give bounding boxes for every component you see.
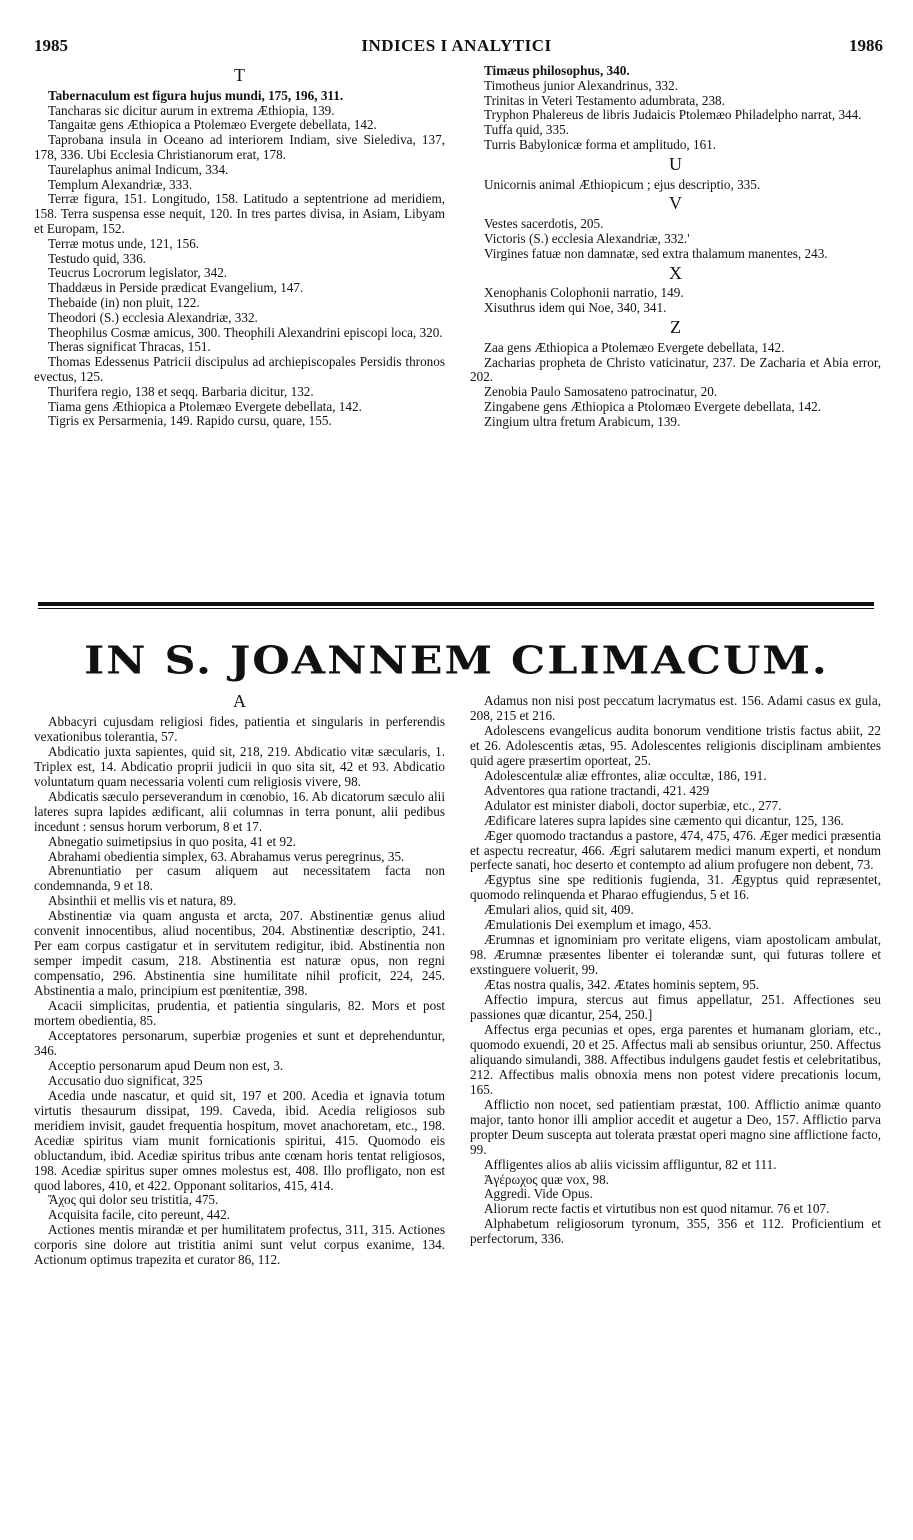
entry-list bbox=[34, 715, 445, 1268]
index-entry: Xenophanis Colophonii narratio, 149. bbox=[484, 285, 684, 301]
index-entry: Theophilus Cosmæ amicus, 300. Theophili Alexandrini episcopi loca, 320. bbox=[48, 324, 443, 340]
index-entry: Affectus erga pecunias et opes, erga parentes et humanam gloriam, etc., quomodo exuendi, 20 et 25. Affectus mali ab sensibus oriuntur, 250. Affectus aliquando simulandi, 388. Affectibus indulgens gaudet festis et celebritatibus, 212. Affectibus malis obnoxia mens non potest videre precationis locum, 165. bbox=[470, 1021, 881, 1097]
index-entry: Thebaide (in) non pluit, 122. bbox=[48, 294, 200, 310]
index-entry: Tryphon Phalereus de libris Judaicis Ptolemæo Philadelpho narrat, 344. bbox=[484, 107, 862, 123]
index-entry: Affligentes alios ab aliis vicissim affliguntur, 82 et 111. bbox=[484, 1156, 777, 1172]
index-entry: Zaa gens Æthiopica a Ptolemæo Evergete debellata, 142. bbox=[484, 339, 785, 355]
index-entry: Trinitas in Veteri Testamento adumbrata, 238. bbox=[484, 92, 725, 108]
index-entry: Acacii simplicitas, prudentia, et patientia singularis, 82. Mors et post mortem obedientia, 85. bbox=[34, 998, 445, 1029]
index-entry: Ætas nostra qualis, 342. Ætates hominis septem, 95. bbox=[484, 977, 760, 993]
index-entry: Xisuthrus idem qui Noe, 340, 341. bbox=[484, 300, 667, 316]
index-entry: Teucrus Locrorum legislator, 342. bbox=[48, 265, 228, 281]
index-entry: Ἄχος qui dolor seu tristitia, 475. bbox=[48, 1192, 219, 1208]
index-entry: Æmulari alios, quid sit, 409. bbox=[484, 902, 634, 918]
entry-list bbox=[470, 178, 881, 193]
index-entry: Actiones mentis mirandæ et per humilitatem profectus, 311, 315. Actiones corporis sine dolore aut tristitia animi sunt velut corpus exanime, 134. Actionum optimus trapezita et curator 86, 112. bbox=[34, 1222, 445, 1268]
index-entry: Affectio impura, stercus aut fimus appellatur, 251. Affectiones seu passiones quæ dicantur, 254, 250.] bbox=[470, 992, 881, 1023]
index-entry: Virgines fatuæ non damnatæ, sed extra thalamum manentes, 243. bbox=[484, 245, 828, 261]
section-title: IN S. JOANNEM CLIMACUM. bbox=[84, 638, 829, 684]
index-entry: Zingium ultra fretum Arabicum, 139. bbox=[484, 413, 681, 429]
index-entry: Adamus non nisi post peccatum lacrymatus est. 156. Adami casus ex gula, 208, 215 et 216. bbox=[470, 693, 881, 723]
index-entry: Templum Alexandriæ, 333. bbox=[48, 176, 193, 192]
index-entry: Thomas Edessenus Patricii discipulus ad archiepiscopales Persidis thronos evectus, 125. bbox=[34, 354, 445, 384]
index-entry: Zacharias propheta de Christo vaticinatur, 237. De Zacharia et Abia error, 202. bbox=[470, 354, 881, 385]
index-column-bottom-left bbox=[34, 690, 445, 1268]
index-entry: Ἀγέρωχος quæ vox, 98. bbox=[484, 1171, 609, 1187]
index-entry: Accusatio duo significat, 325 bbox=[48, 1072, 203, 1088]
index-entry: Tigris ex Persarmenia, 149. Rapido cursu, quare, 155. bbox=[48, 413, 332, 429]
index-entry: Afflictio non nocet, sed patientiam præstat, 100. Afflictio animæ quanto major, tanto honor illi amplior accedit et augetur a Deo, 157. Afflictio parva propter Deum suscepta aut tolerata præstat operi magno sine afflictione facto, 99. bbox=[470, 1096, 881, 1157]
index-entry: Acceptio personarum apud Deum non est, 3. bbox=[48, 1057, 284, 1073]
index-entry: Timotheus junior Alexandrinus, 332. bbox=[484, 77, 679, 93]
index-entry: Thurifera regio, 138 et seqq. Barbaria dicitur, 132. bbox=[48, 383, 314, 399]
index-entry: Terræ motus unde, 121, 156. bbox=[48, 235, 200, 251]
index-entry: Acquisita facile, cito pereunt, 442. bbox=[48, 1207, 230, 1223]
letter-heading-v: V bbox=[669, 193, 682, 214]
index-entry: Abbacyri cujusdam religiosi fides, patientia et singularis in perferendis vexationibus tolerantia, 57. bbox=[34, 713, 445, 744]
entry-list bbox=[470, 217, 881, 261]
index-entry: Turris Babylonicæ forma et amplitudo, 161. bbox=[484, 136, 717, 152]
index-entry: Abdicatis sæculo perseverandum in cœnobio, 16. Ab dicatorum sæculo alii lateres supra lapides ædificant, alii columnas in terra ponunt, alii pedibus incedunt : sensus horum verborum, 8 et 17. bbox=[34, 788, 445, 834]
page-number-right: 1986 bbox=[849, 36, 883, 55]
page-number-left: 1985 bbox=[34, 36, 68, 55]
index-entry: Taurelaphus animal Indicum, 334. bbox=[48, 161, 229, 177]
entry-list bbox=[470, 286, 881, 316]
index-entry: Acedia unde nascatur, et quid sit, 197 et 200. Acedia et ignavia totum virtutis thesaurum dissipat, 199. Caveda, ibid. Acedia religiosos sub meridiem invisit, gaudet frequentia hospitum, movet anachoretam, etc., 198. Acediæ spiritus viam munit fornicationis spiritui, 415. Quomodo eis obluctandum, ibid. Acediæ spiritus tribus ante cœnam horis tentat religiosos, 198. Acediæ spiritus super omnes molestus est, 408. Illo profligato, non est quod labores, 410, et 422. Opponant solitarios, 415, 414. bbox=[34, 1087, 445, 1193]
index-entry: Adventores qua ratione tractandi, 421. 429 bbox=[484, 782, 710, 798]
index-entry: Ærumnas et ignominiam pro veritate eligens, viam apostolicam ambulat, 98. Ærumnæ præsentes libenter ei tolerandæ sunt, qui futuras tollere et exstinguere voluerit, 99. bbox=[470, 932, 881, 978]
index-entry: Thaddæus in Perside prædicat Evangelium, 147. bbox=[48, 280, 304, 296]
entry-list bbox=[34, 89, 445, 429]
index-entry: Tangaitæ gens Æthiopica a Ptolemæo Evergete debellata, 142. bbox=[48, 117, 377, 133]
index-entry: Unicornis animal Æthiopicum ; ejus descriptio, 335. bbox=[484, 176, 761, 192]
index-entry: Ædificare lateres supra lapides sine cæmento qui dicantur, 125, 136. bbox=[484, 812, 844, 828]
index-entry: Absinthii et mellis vis et natura, 89. bbox=[48, 893, 237, 909]
index-entry: Adulator est minister diaboli, doctor superbiæ, etc., 277. bbox=[484, 797, 782, 813]
index-entry: Tabernaculum est figura hujus mundi, 175, 196, 311. bbox=[48, 87, 344, 103]
index-entry: Æger quomodo tractandus a pastore, 474, 475, 476. Æger medici præsentia et aspectu recreatur, 466. Ægri salutarem medici manum experti, et nondum perfecte sanati, hoc deserto et contempto ad alium profugere non debent, 73. bbox=[470, 827, 882, 873]
index-entry: Aggredi. Vide Opus. bbox=[484, 1186, 593, 1202]
index-entry: Theras significat Thracas, 151. bbox=[48, 339, 211, 355]
index-entry: Tuffa quid, 335. bbox=[484, 122, 569, 138]
index-entry: Abstinentiæ via quam angusta et arcta, 207. Abstinentiæ genus aliud convenit innocentibus, aliud nocentibus, 204. Abstinentiæ descriptio, 241. Per eam corpus castigatur et in servitutem redigitur, ibid. Abstinentia non semper impedit casum, 218. Abstinentia est naturæ opus, non regni compensatio, 296. Abstinentia sine humilitate nihil proficit, 224, 245. Abstinentia a malo, principium est pœnitentiæ, 398. bbox=[34, 908, 445, 999]
index-entry: Testudo quid, 336. bbox=[48, 250, 146, 266]
running-title: INDICES I ANALYTICI bbox=[361, 36, 552, 55]
index-entry: Tiama gens Æthiopica a Ptolemæo Evergete debellata, 142. bbox=[48, 398, 362, 414]
index-entry: Theodori (S.) ecclesia Alexandriæ, 332. bbox=[48, 309, 258, 325]
index-entry: Adolescens evangelicus audita bonorum venditione tristis factus abiit, 22 et 26. Adolescentis ætas, 95. Adolescentes religionis disciplinam ambientes quid agere præsertim oporteat, 25. bbox=[470, 722, 881, 768]
index-entry: Vestes sacerdotis, 205. bbox=[484, 216, 604, 232]
letter-heading-u: U bbox=[669, 153, 682, 174]
index-entry: Acceptatores personarum, superbiæ progenies et sunt et deprehenduntur, 346. bbox=[34, 1027, 445, 1058]
section-divider-thick bbox=[38, 602, 874, 606]
letter-heading-t: T bbox=[234, 65, 245, 85]
index-entry: Abnegatio suimetipsius in quo posita, 41 et 92. bbox=[48, 833, 296, 849]
entry-list bbox=[470, 694, 881, 1247]
index-entry: Abrenuntiatio per casum aliquem aut necessitatem facta non condemnanda, 9 et 18. bbox=[34, 863, 445, 894]
index-entry: Adolescentulæ aliæ effrontes, aliæ occultæ, 186, 191. bbox=[484, 767, 767, 783]
index-entry: Aliorum recte factis et virtutibus non est quod nitamur. 76 et 107. bbox=[484, 1201, 830, 1217]
letter-heading-x: X bbox=[669, 262, 682, 283]
letter-heading-a: A bbox=[233, 691, 246, 711]
index-entry: Abdicatio juxta sapientes, quid sit, 218, 219. Abdicatio vitæ sæcularis, 1. Triplex est, 14. Abdicatio proprii judicii in quo sita sit, 42 et 93. Abdicatio voluntatum quam necessaria volenti cum religiosis vivere, 98. bbox=[34, 743, 445, 789]
index-entry: Timæus philosophus, 340. bbox=[484, 63, 630, 78]
letter-heading-z: Z bbox=[670, 316, 681, 337]
index-column-bottom-right bbox=[470, 694, 881, 1247]
index-column-top-right bbox=[470, 64, 881, 430]
index-entry: Zingabene gens Æthiopica a Ptolomæo Evergete debellata, 142. bbox=[484, 398, 822, 414]
entry-list bbox=[470, 341, 881, 430]
index-entry: Tancharas sic dicitur aurum in extrema Æthiopia, 139. bbox=[48, 102, 335, 118]
section-divider-thin bbox=[38, 608, 874, 609]
index-entry: Victoris (S.) ecclesia Alexandriæ, 332.' bbox=[484, 230, 690, 246]
index-entry: Terræ figura, 151. Longitudo, 158. Latitudo a septentrione ad meridiem, 158. Terra suspensa esse nequit, 120. In tres partes divisa, in Asiam, Libyam et Europam, 152. bbox=[34, 191, 445, 236]
running-head bbox=[30, 36, 883, 58]
index-entry: Abrahami obedientia simplex, 63. Abrahamus verus peregrinus, 35. bbox=[48, 848, 405, 864]
index-entry: Zenobia Paulo Samosateno patrocinatur, 20. bbox=[484, 384, 718, 400]
entry-list bbox=[470, 64, 881, 153]
index-entry: Alphabetum religiosorum tyronum, 355, 356 et 112. Proficientium et perfectorum, 336. bbox=[470, 1216, 881, 1247]
index-column-top-left bbox=[34, 64, 445, 429]
index-entry: Æmulationis Dei exemplum et imago, 453. bbox=[484, 917, 712, 933]
index-entry: Ægyptus sine spe reditionis fugienda, 31. Ægyptus quid repræsentet, quomodo relinquenda et Pharao effugiendus, 5 et 16. bbox=[470, 872, 881, 903]
index-entry: Taprobana insula in Oceano ad interiorem Indiam, sive Sielediva, 137, 178, 336. Ubi Ecclesia Christianorum erat, 178. bbox=[34, 132, 445, 162]
